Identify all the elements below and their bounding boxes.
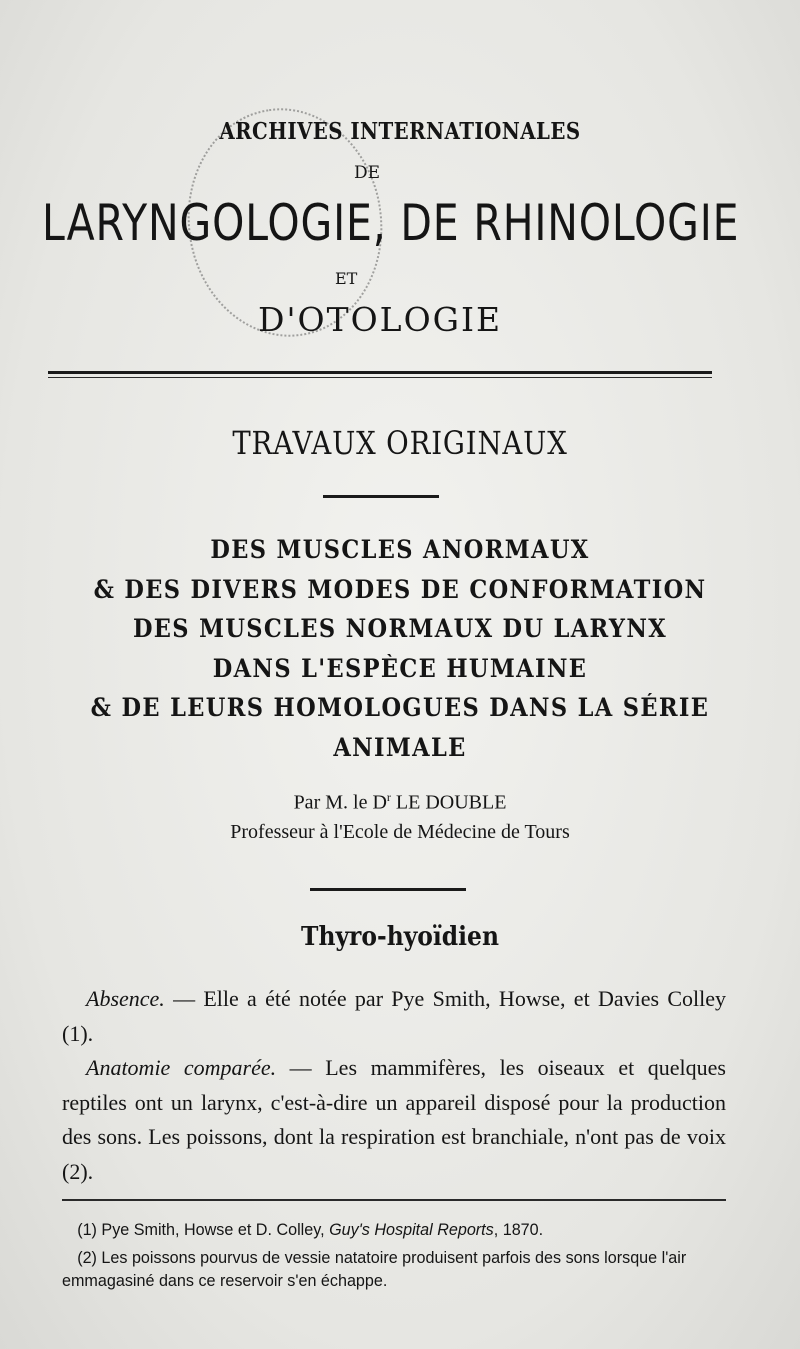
journal-title: ARCHIVES INTERNATIONALES <box>219 118 581 145</box>
author-line <box>0 790 800 815</box>
paragraph-anatomy-label: Anatomie comparée. <box>86 1055 277 1080</box>
section-divider <box>323 495 439 498</box>
article-title-line-3: DES MUSCLES NORMAUX DU LARYNX <box>132 614 668 643</box>
footnote-2-mark: (2) <box>77 1248 97 1267</box>
footnote-1-title: Guy's Hospital Reports <box>329 1220 494 1239</box>
footnote-1-mark: (1) <box>77 1220 97 1239</box>
article-title <box>0 530 800 767</box>
author-name: LE DOUBLE <box>390 791 507 814</box>
article-title-line-4: DANS L'ESPÈCE HUMAINE <box>212 653 588 683</box>
footnote-2-text: Les poissons pourvus de vessie natatoire produisent parfois des sons lorsque l'air emmagasiné dans ce reservoir s'en échappe. <box>62 1248 687 1290</box>
journal-de: DE <box>354 163 381 183</box>
journal-et: ET <box>335 269 358 288</box>
paragraph-anatomy-text: — Les mammifères, les oiseaux et quelques reptiles ont un larynx, c'est-à-dire un appareil disposé pour la production des sons. Les poissons, dont la respiration est branchiale, n'ont pas de voix (2). <box>62 1055 726 1184</box>
article-title-line-6: ANIMALE <box>333 732 467 762</box>
paragraph-absence <box>62 982 726 1051</box>
paragraph-anatomy <box>62 1051 726 1189</box>
body-text <box>62 982 726 1189</box>
author-affiliation: Professeur à l'Ecole de Médecine de Tours <box>230 821 570 843</box>
author-divider <box>310 888 466 891</box>
author-prefix: Par M. le D <box>293 791 387 814</box>
footnote-2 <box>62 1246 697 1292</box>
header-rule-bottom <box>48 377 712 378</box>
footnote-rule <box>62 1199 726 1201</box>
article-title-line-2: & DES DIVERS MODES DE CONFORMATION <box>93 574 707 604</box>
header-rule-top <box>48 371 712 374</box>
journal-otology: D'OTOLOGIE <box>258 300 503 339</box>
paragraph-absence-text: — Elle a été notée par Pye Smith, Howse, et Davies Colley (1). <box>62 986 726 1046</box>
article-title-line-1: DES MUSCLES ANORMAUX <box>210 535 590 564</box>
footnote-1 <box>62 1218 697 1241</box>
footnote-1-text: Pye Smith, Howse et D. Colley, <box>96 1220 330 1239</box>
subsection-heading: Thyro-hyoïdien <box>301 922 499 952</box>
section-title: TRAVAUX ORIGINAUX <box>232 424 568 462</box>
footnotes <box>62 1218 697 1297</box>
paragraph-absence-label: Absence. <box>86 986 165 1011</box>
footnote-1-year: , 1870. <box>493 1220 544 1239</box>
journal-main-title: LARYNGOLOGIE, DE RHINOLOGIE <box>42 194 740 252</box>
author-title-sup: r <box>386 790 391 804</box>
article-title-line-5: & DE LEURS HOMOLOGUES DANS LA SÉRIE <box>90 693 710 722</box>
